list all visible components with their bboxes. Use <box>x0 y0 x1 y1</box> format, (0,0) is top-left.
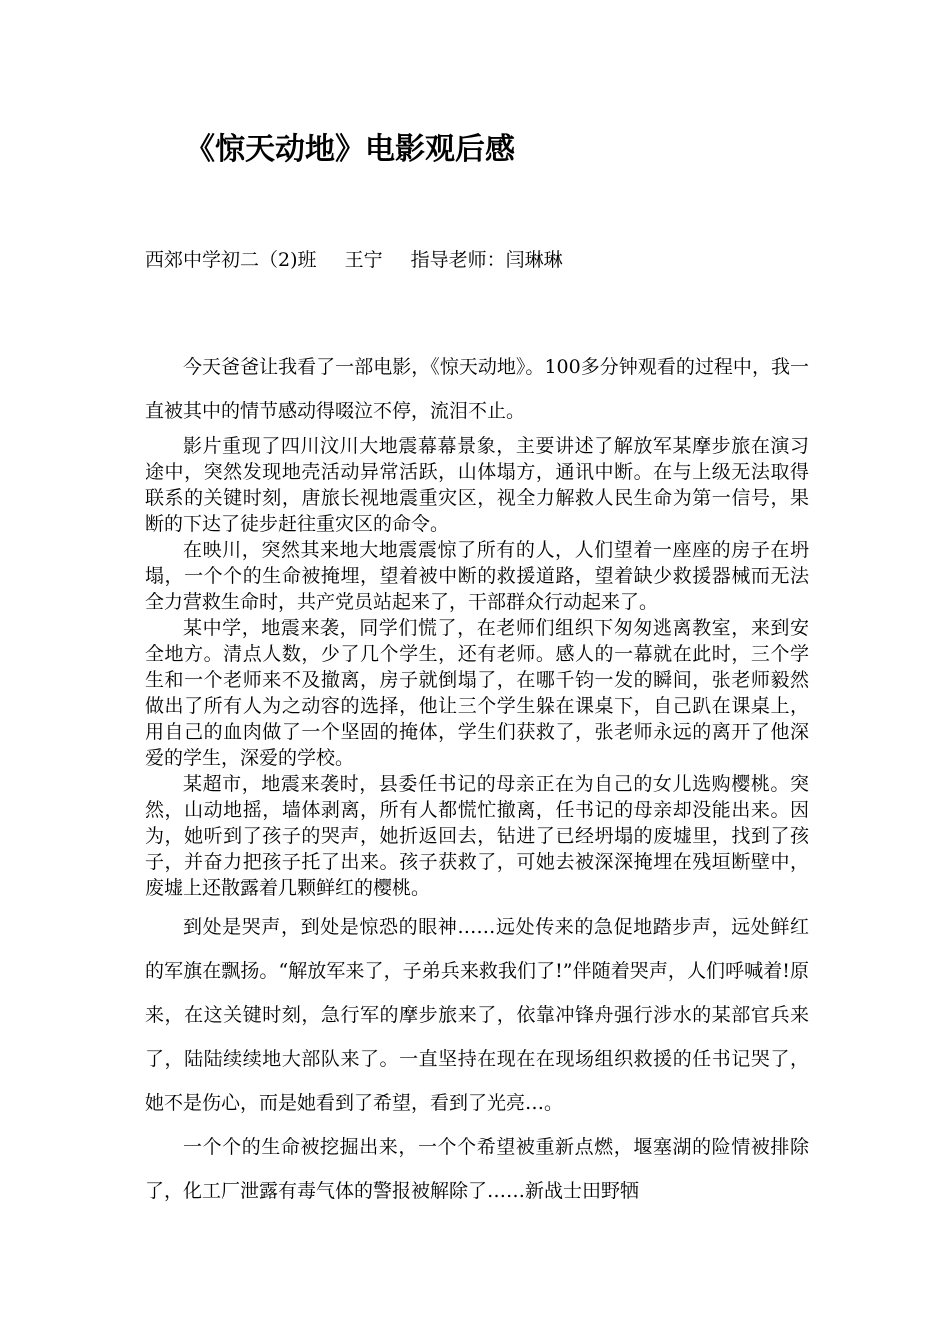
paragraph: 到处是哭声，到处是惊恐的眼神……远处传来的急促地踏步声，远处鲜红的军旗在飘扬。“解放军来了，子弟兵来救我们了!”伴随着哭声，人们呼喊着!原来，在这关键时刻，急行军的摩步旅来了，依靠冲锋舟强行涉水的某部官兵来了，陆陆续续地大部队来了。一直坚持在现在在现场组织救援的任书记哭了，她不是伤心，而是她看到了希望，看到了光亮…。 <box>145 916 809 1114</box>
byline <box>145 245 585 275</box>
document-title: 《惊天动地》电影观后感 <box>185 132 515 167</box>
paragraph: 一个个的生命被挖掘出来，一个个希望被重新点燃，堰塞湖的险情被排除了，化工厂泄露有毒气体的警报被解除了……新战士田野牺 <box>145 1136 809 1202</box>
paragraph: 某中学，地震来袭，同学们慌了，在老师们组织下匆匆逃离教室，来到安全地方。清点人数，少了几个学生，还有老师。感人的一幕就在此时，三个学生和一个老师来不及撤离，房子就倒塌了，在哪千钧一发的瞬间，张老师毅然做出了所有人为之动容的选择，他让三个学生躲在课桌下，自己趴在课桌上，用自己的血肉做了一个坚固的掩体，学生们获救了，张老师永远的离开了他深爱的学生，深爱的学校。 <box>145 617 809 769</box>
paragraph: 在映川，突然其来地大地震震惊了所有的人，人们望着一座座的房子在坍塌，一个个的生命被掩埋，望着被中断的救援道路，望着缺少救援器械而无法全力营救生命时，共产党员站起来了，干部群众行动起来了。 <box>145 539 809 613</box>
byline-teacher: 指导老师：闫琳琳 <box>410 249 563 271</box>
byline-author: 王宁 <box>344 249 383 271</box>
paragraph: 影片重现了四川汶川大地震幕幕景象，主要讲述了解放军某摩步旅在演习途中，突然发现地壳活动异常活跃，山体塌方，通讯中断。在与上级无法取得联系的关键时刻，唐旅长视地震重灾区，视全力解救人民生命为第一信号，果断的下达了徒步赶往重灾区的命令。 <box>145 435 809 535</box>
document-body <box>145 345 809 1213</box>
paragraph: 某超市，地震来袭时，县委任书记的母亲正在为自己的女儿选购樱桃。突然，山动地摇，墙体剥离，所有人都慌忙撤离，任书记的母亲却没能出来。因为，她听到了孩子的哭声，她折返回去，钻进了已经坍塌的废墟里，找到了孩子，并奋力把孩子托了出来。孩子获救了，可她去被深深掩埋在残垣断壁中，废墟上还散露着几颗鲜红的樱桃。 <box>145 773 809 899</box>
paragraph: 今天爸爸让我看了一部电影，《惊天动地》。100多分钟观看的过程中，我一直被其中的情节感动得啜泣不停，流泪不止。 <box>145 356 809 422</box>
byline-class: 西郊中学初二（2)班 <box>145 249 317 271</box>
